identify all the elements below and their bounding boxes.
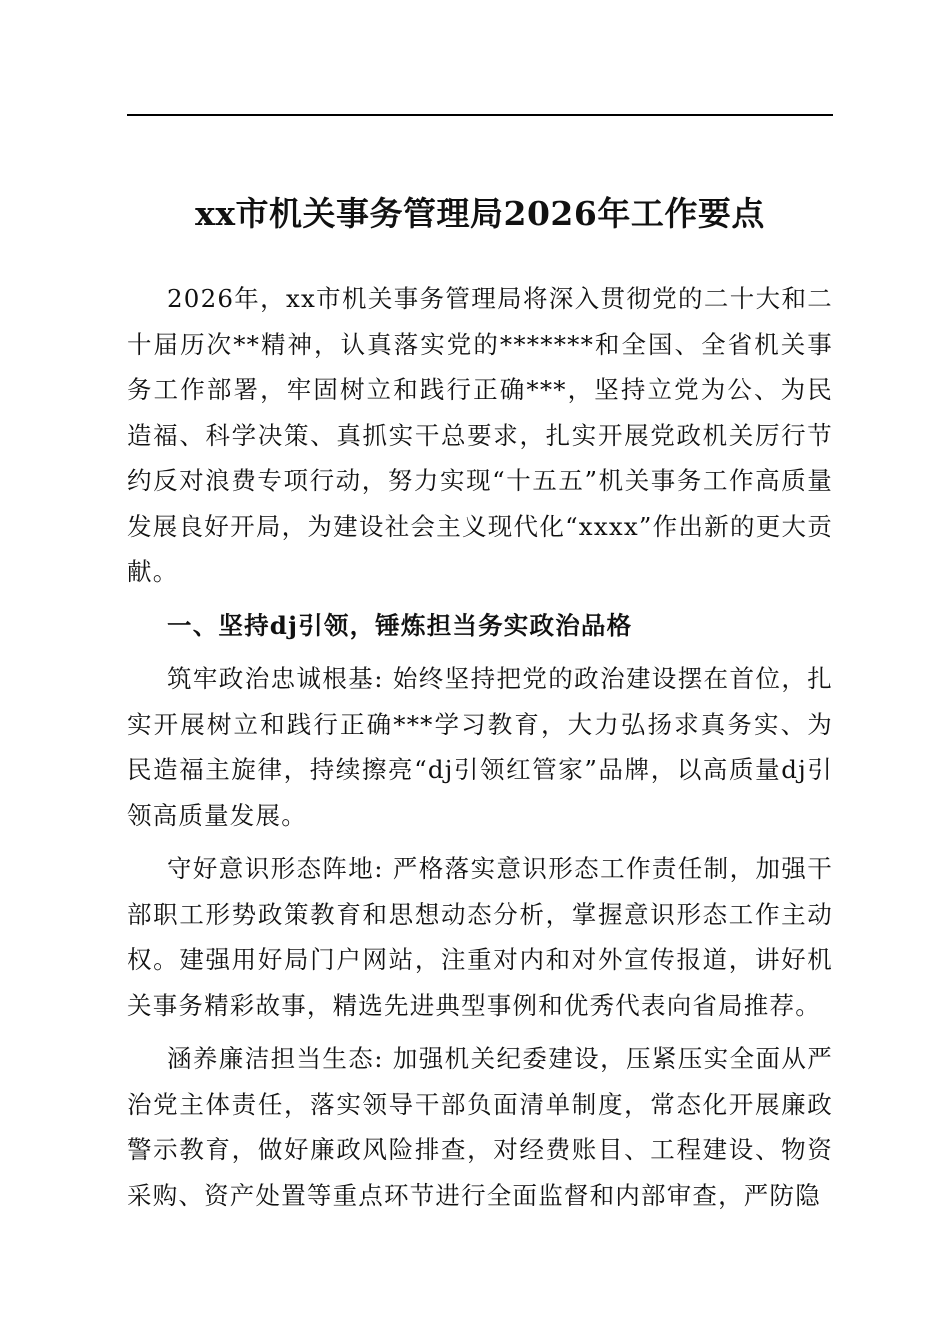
item-paragraph <box>127 846 833 1028</box>
item-paragraph <box>127 656 833 838</box>
section-heading: 一、坚持dj引领，锤炼担当务实政治品格 <box>167 610 633 640</box>
document-title: xx市机关事务管理局2026年工作要点 <box>195 194 765 233</box>
item-text: 严格落实意识形态工作责任制，加强干部职工形势政策教育和思想动态分析，掌握意识形态工作主动权。建强用好局门户网站，注重对内和对外宣传报道，讲好机关事务精彩故事，精选先进典型事例和优秀代表向省局推荐。 <box>127 854 833 1020</box>
item-paragraph <box>127 1036 833 1218</box>
intro-paragraph: 2026年，xx市机关事务管理局将深入贯彻党的二十大和二十届历次**精神，认真落实党的*******和全国、全省机关事务工作部署，牢固树立和践行正确***，坚持立党为公、为民造福、科学决策、真抓实干总要求，扎实开展党政机关厉行节约反对浪费专项行动，努力实现“十五五”机关事务工作高质量发展良好开局，为建设社会主义现代化“xxxx”作出新的更大贡献。 <box>127 284 833 586</box>
item-text: 始终坚持把党的政治建设摆在首位，扎实开展树立和践行正确***学习教育，大力弘扬求真务实、为民造福主旋律，持续擦亮“dj引领红管家”品牌，以高质量dj引领高质量发展。 <box>127 664 833 830</box>
item-text: 加强机关纪委建设，压紧压实全面从严治党主体责任，落实领导干部负面清单制度，常态化开展廉政警示教育，做好廉政风险排查，对经费账目、工程建设、物资采购、资产处置等重点环节进行全面监督和内部审查，严防隐 <box>127 1044 833 1210</box>
item-lead: 涵养廉洁担当生态: <box>167 1044 384 1073</box>
document-body <box>127 276 833 1226</box>
item-lead: 守好意识形态阵地: <box>167 854 384 883</box>
header-rule <box>127 114 833 116</box>
item-lead: 筑牢政治忠诚根基: <box>167 664 384 693</box>
